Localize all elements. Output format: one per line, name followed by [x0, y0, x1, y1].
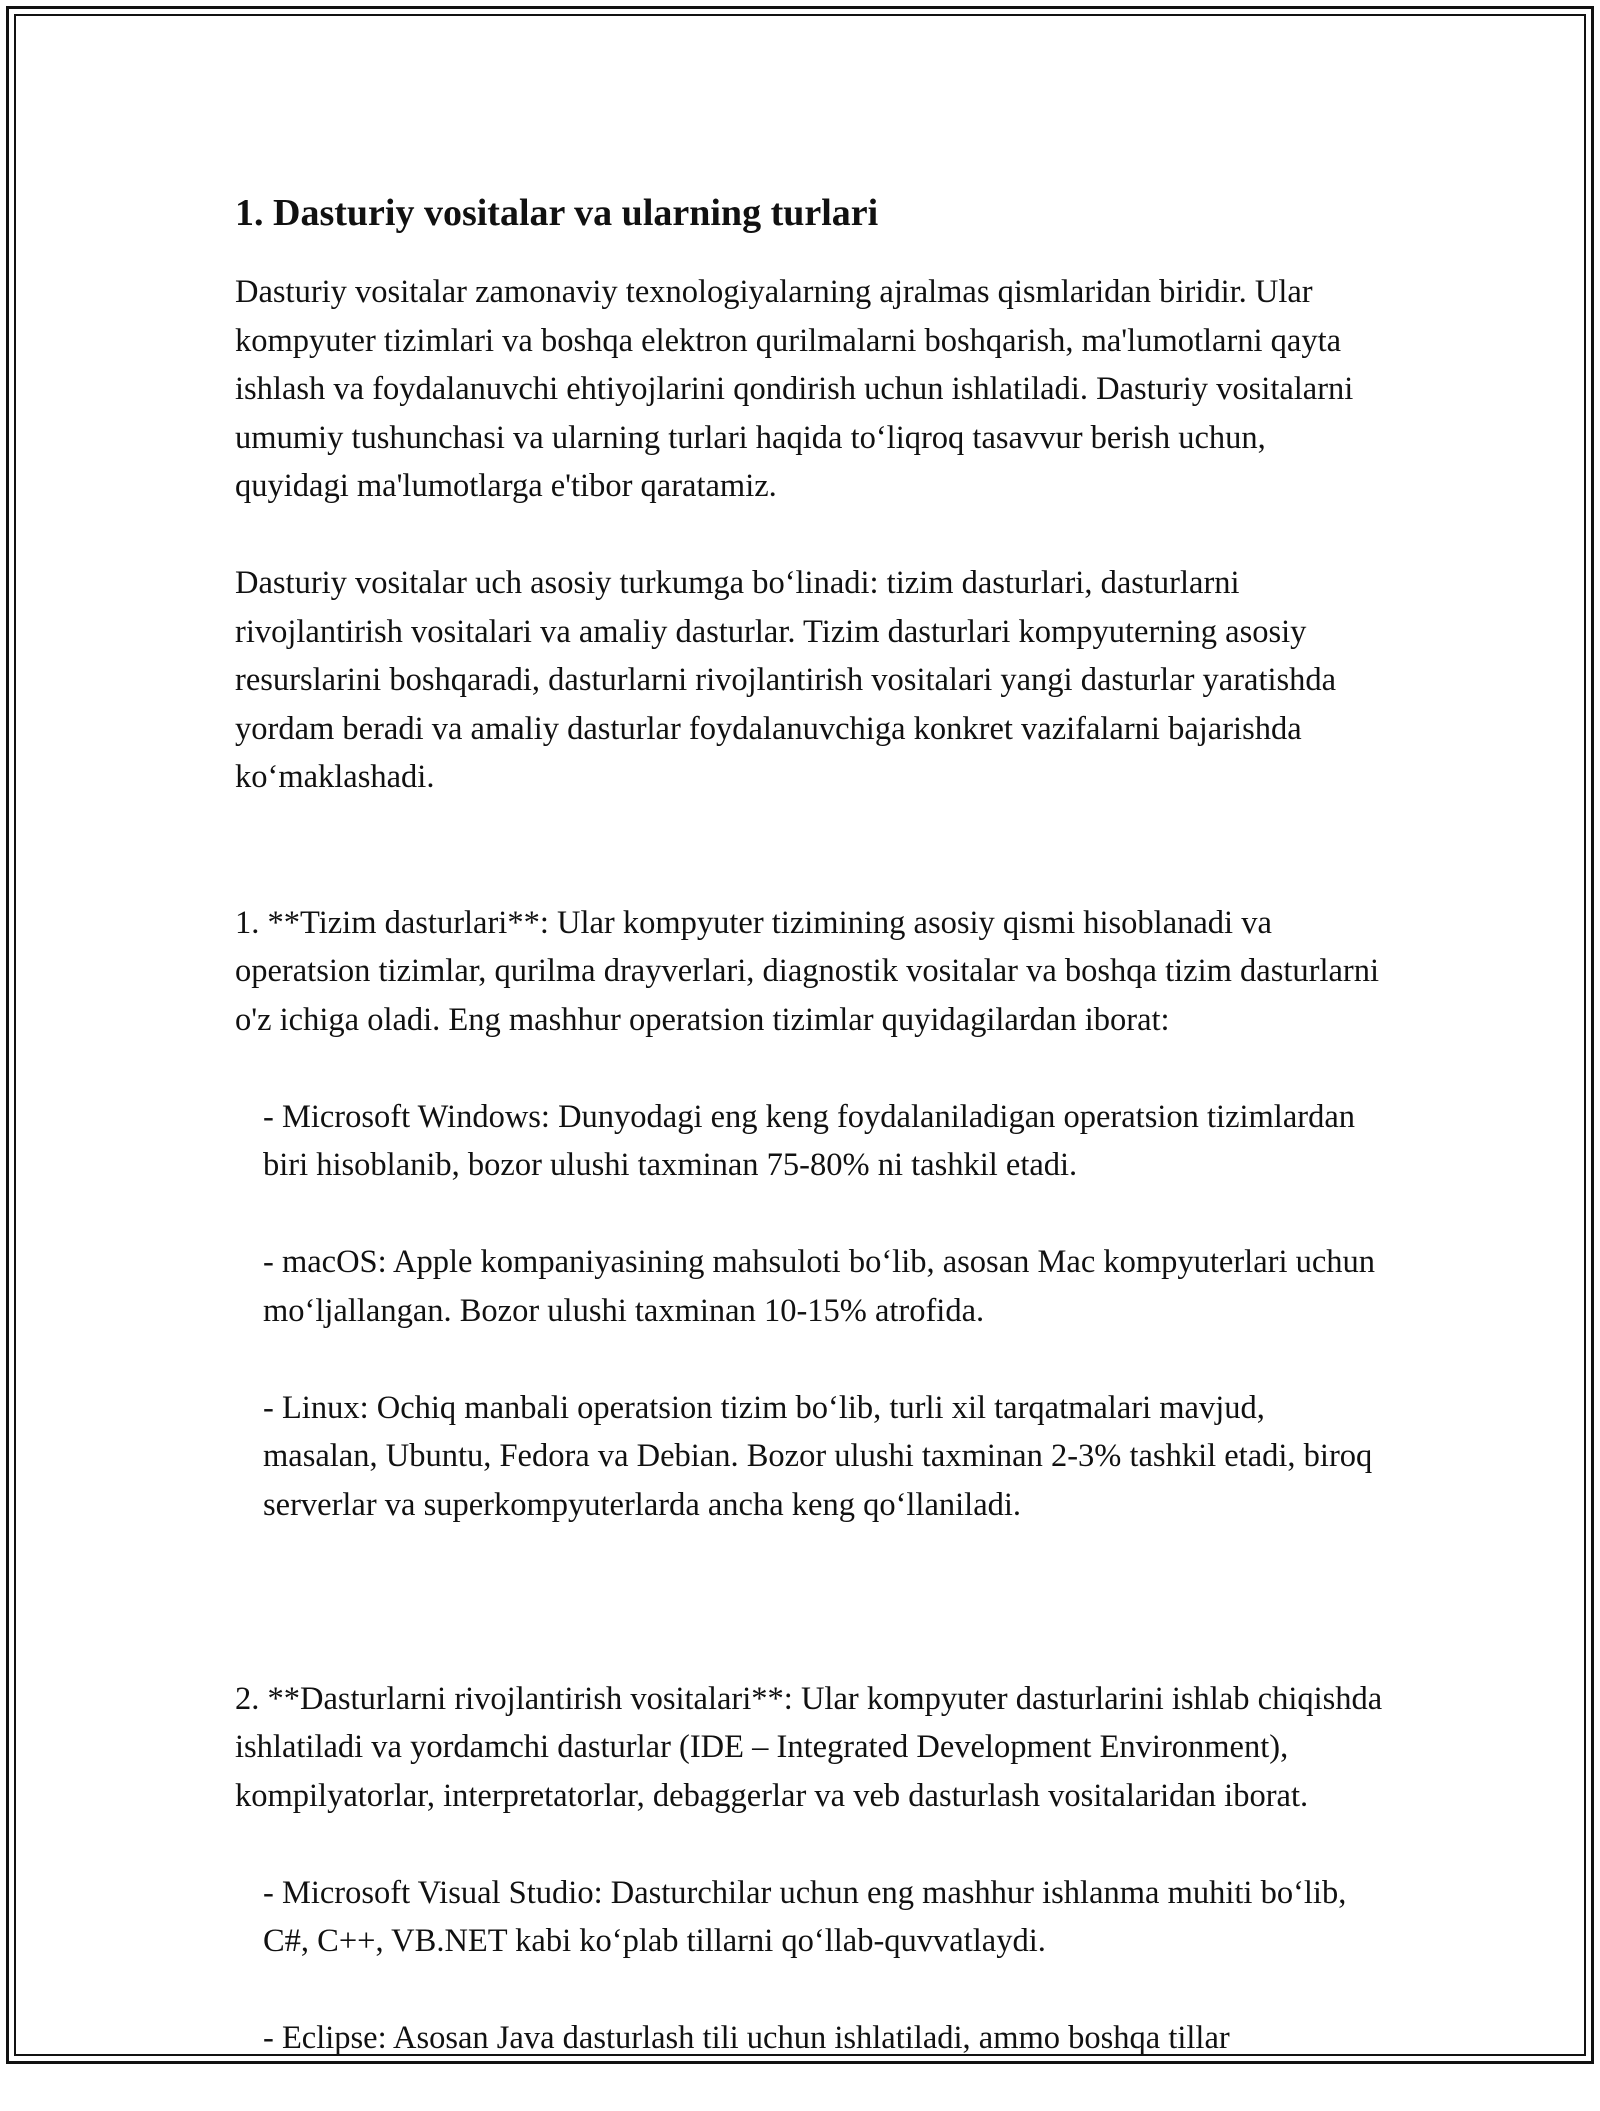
list-item-linux: - Linux: Ochiq manbali operatsion tizim bo‘lib, turli xil tarqatmalari mavjud, masalan, Ubuntu, Fedora va Debian. Bozor ulushi taxminan 2-3% tashkil etadi, biroq serverlar va superkompyuterlarda ancha keng qo‘llaniladi.	[263, 1389, 1373, 1523]
dev-tools-section	[235, 1626, 1385, 2111]
categories-paragraph: Dasturiy vositalar uch asosiy turkumga bo‘linadi: tizim dasturlari, dasturlarni rivojlantirish vositalari va amaliy dasturlar. Tizim dasturlari kompyuterning asosiy resurslarini boshqaradi, dasturlarni rivojlantirish vositalari yangi dasturlar yaratishda yordam beradi va amaliy dasturlar foydalanuvchiga konkret vazifalarni bajarishda ko‘maklashadi.	[235, 565, 1337, 795]
list-item-windows: - Microsoft Windows: Dunyodagi eng keng foydalaniladigan operatsion tizimlardan biri hisoblanib, bozor ulushi taxminan 75-80% ni tashkil etadi.	[263, 1098, 1356, 1183]
system-software-section	[235, 850, 1385, 1578]
list-item-visual-studio: - Microsoft Visual Studio: Dasturchilar uchun eng mashhur ishlanma muhiti bo‘lib, C#, C++, VB.NET kabi ko‘plab tillarni qo‘llab-quvvatlaydi.	[263, 1874, 1347, 1959]
list-item-eclipse: - Eclipse: Asosan Java dasturlash tili uchun ishlatiladi, ammo boshqa tillar	[263, 2020, 1230, 2056]
section-heading: 1. Dasturiy vositalar va ularning turlari	[235, 192, 879, 234]
system-software-intro: 1. **Tizim dasturlari**: Ular kompyuter tizimining asosiy qismi hisoblanadi va operatsion tizimlar, qurilma drayverlari, diagnostik vositalar va boshqa tizim dasturlarni o'z ichiga oladi. Eng mashhur operatsion tizimlar quyidagilardan iborat:	[235, 904, 1380, 1038]
list-item-macos: - macOS: Apple kompaniyasining mahsuloti bo‘lib, asosan Mac kompyuterlari uchun mo‘ljallangan. Bozor ulushi taxminan 10-15% atrofida.	[263, 1244, 1376, 1329]
intro-paragraph: Dasturiy vositalar zamonaviy texnologiyalarning ajralmas qismlaridan biridir. Ular kompyuter tizimlari va boshqa elektron qurilmalarni boshqarish, ma'lumotlarni qayta ishlash va foydalanuvchi ehtiyojlarini qondirish uchun ishlatiladi. Dasturiy vositalarni umumiy tushunchasi va ularning turlari haqida to‘liqroq tasavvur berish uchun, quyidagi ma'lumotlarga e'tibor qaratamiz.	[235, 274, 1354, 504]
dev-tools-intro: 2. **Dasturlarni rivojlantirish vositalari**: Ular kompyuter dasturlarini ishlab chiqishda ishlatiladi va yordamchi dasturlar (IDE – Integrated Development Environment), kompilyatorlar, interpretatorlar, debaggerlar va veb dasturlash vositalaridan iborat.	[235, 1680, 1383, 1814]
document-body	[235, 180, 1385, 2111]
